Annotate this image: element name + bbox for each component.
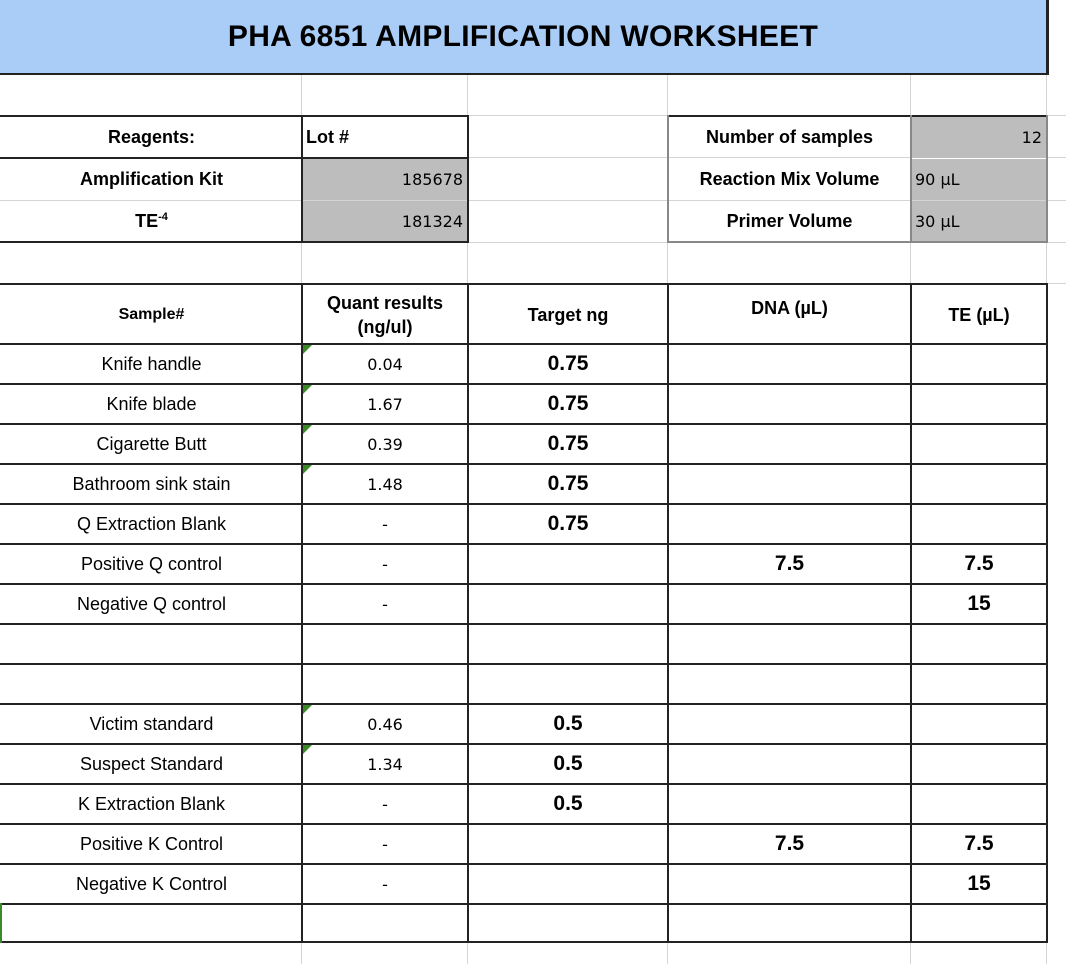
- reagents-header[interactable]: Reagents:: [107, 127, 196, 147]
- error-indicator-icon[interactable]: [303, 345, 312, 354]
- cell-sample[interactable]: Negative K Control: [75, 873, 228, 894]
- cell-quant[interactable]: -: [382, 834, 388, 854]
- error-indicator-icon[interactable]: [303, 705, 312, 714]
- cell-quant[interactable]: [303, 625, 467, 663]
- border: [0, 503, 1048, 505]
- cell-dna[interactable]: [669, 665, 910, 703]
- cell-quant[interactable]: 1.34: [367, 754, 403, 774]
- cell-te[interactable]: [912, 905, 1046, 941]
- border: [0, 423, 1048, 425]
- border: [910, 283, 912, 943]
- header-te[interactable]: TE (µL): [948, 304, 1010, 325]
- cell-dna[interactable]: [669, 345, 910, 383]
- header-quant[interactable]: [303, 287, 467, 343]
- cell-te[interactable]: [912, 505, 1046, 543]
- cell-dna[interactable]: [669, 385, 910, 423]
- cell-sample[interactable]: Negative Q control: [76, 593, 227, 614]
- border: [667, 283, 669, 943]
- border: [0, 543, 1048, 545]
- border: [0, 157, 469, 159]
- cell-te[interactable]: [912, 785, 1046, 823]
- header-quant-line1: Quant results: [326, 293, 444, 313]
- error-indicator-icon[interactable]: [303, 745, 312, 754]
- border: [301, 115, 303, 243]
- cell-target[interactable]: [469, 905, 667, 941]
- border: [0, 663, 1048, 665]
- cell-target[interactable]: 0.75: [547, 352, 589, 375]
- cell-quant[interactable]: -: [382, 874, 388, 894]
- border: [301, 283, 303, 943]
- te-lot[interactable]: 181324: [303, 201, 467, 242]
- cell-target[interactable]: [469, 825, 667, 863]
- cell-sample[interactable]: Suspect Standard: [79, 753, 224, 774]
- cell-quant[interactable]: 0.46: [367, 714, 403, 734]
- cell-quant[interactable]: -: [382, 554, 388, 574]
- cell-sample[interactable]: Q Extraction Blank: [76, 513, 227, 534]
- cell-sample[interactable]: Positive K Control: [79, 833, 224, 854]
- cell-te[interactable]: 7.5: [964, 832, 994, 855]
- cell-quant[interactable]: [303, 905, 467, 941]
- border: [1046, 283, 1048, 943]
- cell-quant[interactable]: -: [382, 594, 388, 614]
- amp-kit-lot[interactable]: 185678: [303, 159, 467, 200]
- cell-quant[interactable]: 0.39: [367, 434, 403, 454]
- border: [467, 115, 469, 243]
- cell-sample[interactable]: Bathroom sink stain: [72, 473, 231, 494]
- cell-te[interactable]: [912, 385, 1046, 423]
- cell-quant[interactable]: -: [382, 794, 388, 814]
- cell-target[interactable]: [469, 545, 667, 583]
- cell-target[interactable]: 0.5: [553, 792, 583, 815]
- border: [667, 115, 1048, 117]
- reaction-mix-value[interactable]: 90 µL: [912, 159, 1046, 200]
- border: [0, 623, 1048, 625]
- cell-target[interactable]: 0.75: [547, 512, 589, 535]
- amp-kit-label[interactable]: Amplification Kit: [80, 169, 223, 189]
- cell-dna[interactable]: [669, 905, 910, 941]
- error-indicator-icon[interactable]: [303, 465, 312, 474]
- header-quant-line2: (ng/ul): [357, 317, 413, 337]
- cell-sample[interactable]: [2, 665, 301, 703]
- cell-sample[interactable]: [2, 905, 301, 941]
- border: [0, 241, 469, 243]
- border: [467, 283, 469, 943]
- cell-dna[interactable]: [669, 745, 910, 783]
- cell-te[interactable]: [912, 745, 1046, 783]
- cell-te[interactable]: 7.5: [964, 552, 994, 575]
- te-label[interactable]: [2, 201, 301, 242]
- worksheet-title: PHA 6851 AMPLIFICATION WORKSHEET: [0, 0, 1049, 75]
- border: [0, 115, 469, 117]
- border: [0, 941, 1048, 943]
- header-sample[interactable]: Sample#: [118, 306, 185, 323]
- cell-te[interactable]: [912, 425, 1046, 463]
- cell-target[interactable]: 0.75: [547, 392, 589, 415]
- cell-sample[interactable]: [2, 625, 301, 663]
- border: [910, 115, 912, 243]
- border: [0, 903, 1048, 905]
- cell-dna[interactable]: [669, 625, 910, 663]
- border: [0, 783, 1048, 785]
- cell-sample[interactable]: Knife blade: [106, 393, 197, 414]
- cell-te[interactable]: 15: [967, 872, 991, 895]
- border: [0, 463, 1048, 465]
- cell-te[interactable]: [912, 345, 1046, 383]
- cell-sample[interactable]: K Extraction Blank: [77, 793, 226, 814]
- cell-sample[interactable]: Cigarette Butt: [96, 433, 207, 454]
- num-samples-label[interactable]: Number of samples: [705, 127, 874, 147]
- header-dna[interactable]: DNA (µL): [751, 297, 828, 318]
- selection-edge: [0, 903, 2, 943]
- cell-dna[interactable]: [669, 505, 910, 543]
- primer-label[interactable]: Primer Volume: [726, 211, 853, 231]
- cell-target[interactable]: 0.5: [553, 752, 583, 775]
- cell-sample[interactable]: Knife handle: [101, 353, 202, 374]
- header-target[interactable]: Target ng: [527, 304, 609, 325]
- cell-target[interactable]: [469, 585, 667, 623]
- cell-te[interactable]: [912, 665, 1046, 703]
- cell-dna[interactable]: [669, 785, 910, 823]
- border: [0, 383, 1048, 385]
- cell-target[interactable]: [469, 665, 667, 703]
- border: [667, 115, 669, 243]
- cell-dna[interactable]: [669, 465, 910, 503]
- cell-sample[interactable]: Victim standard: [89, 713, 214, 734]
- border: [0, 863, 1048, 865]
- cell-dna[interactable]: [669, 865, 910, 903]
- cell-te[interactable]: 15: [967, 592, 991, 615]
- cell-te[interactable]: [912, 705, 1046, 743]
- cell-dna[interactable]: [669, 425, 910, 463]
- border: [667, 241, 1048, 243]
- cell-target[interactable]: [469, 865, 667, 903]
- border: [0, 743, 1048, 745]
- cell-dna[interactable]: 7.5: [774, 832, 805, 855]
- cell-dna[interactable]: 7.5: [774, 552, 805, 575]
- border: [0, 283, 1048, 285]
- cell-target[interactable]: [469, 625, 667, 663]
- cell-quant[interactable]: [303, 665, 467, 703]
- te-exponent: -4: [158, 211, 168, 223]
- primer-value[interactable]: 30 µL: [912, 201, 1046, 242]
- cell-dna[interactable]: [669, 705, 910, 743]
- border: [0, 823, 1048, 825]
- num-samples-value[interactable]: 12: [912, 117, 1046, 158]
- cell-quant[interactable]: 1.48: [367, 474, 403, 494]
- reaction-mix-label[interactable]: Reaction Mix Volume: [699, 169, 880, 189]
- border: [0, 343, 1048, 345]
- cell-quant[interactable]: 1.67: [367, 394, 403, 414]
- cell-quant[interactable]: -: [382, 514, 388, 534]
- te-text: TE: [135, 211, 159, 231]
- cell-target[interactable]: 0.5: [553, 712, 583, 735]
- cell-dna[interactable]: [669, 585, 910, 623]
- lot-header[interactable]: Lot #: [306, 127, 349, 147]
- cell-target[interactable]: 0.75: [547, 432, 589, 455]
- cell-te[interactable]: [912, 465, 1046, 503]
- border: [0, 583, 1048, 585]
- error-indicator-icon[interactable]: [303, 425, 312, 434]
- cell-target[interactable]: 0.75: [547, 472, 589, 495]
- border: [0, 703, 1048, 705]
- cell-quant[interactable]: 0.04: [367, 354, 403, 374]
- cell-te[interactable]: [912, 625, 1046, 663]
- cell-sample[interactable]: Positive Q control: [80, 553, 223, 574]
- border: [1046, 115, 1048, 243]
- error-indicator-icon[interactable]: [303, 385, 312, 394]
